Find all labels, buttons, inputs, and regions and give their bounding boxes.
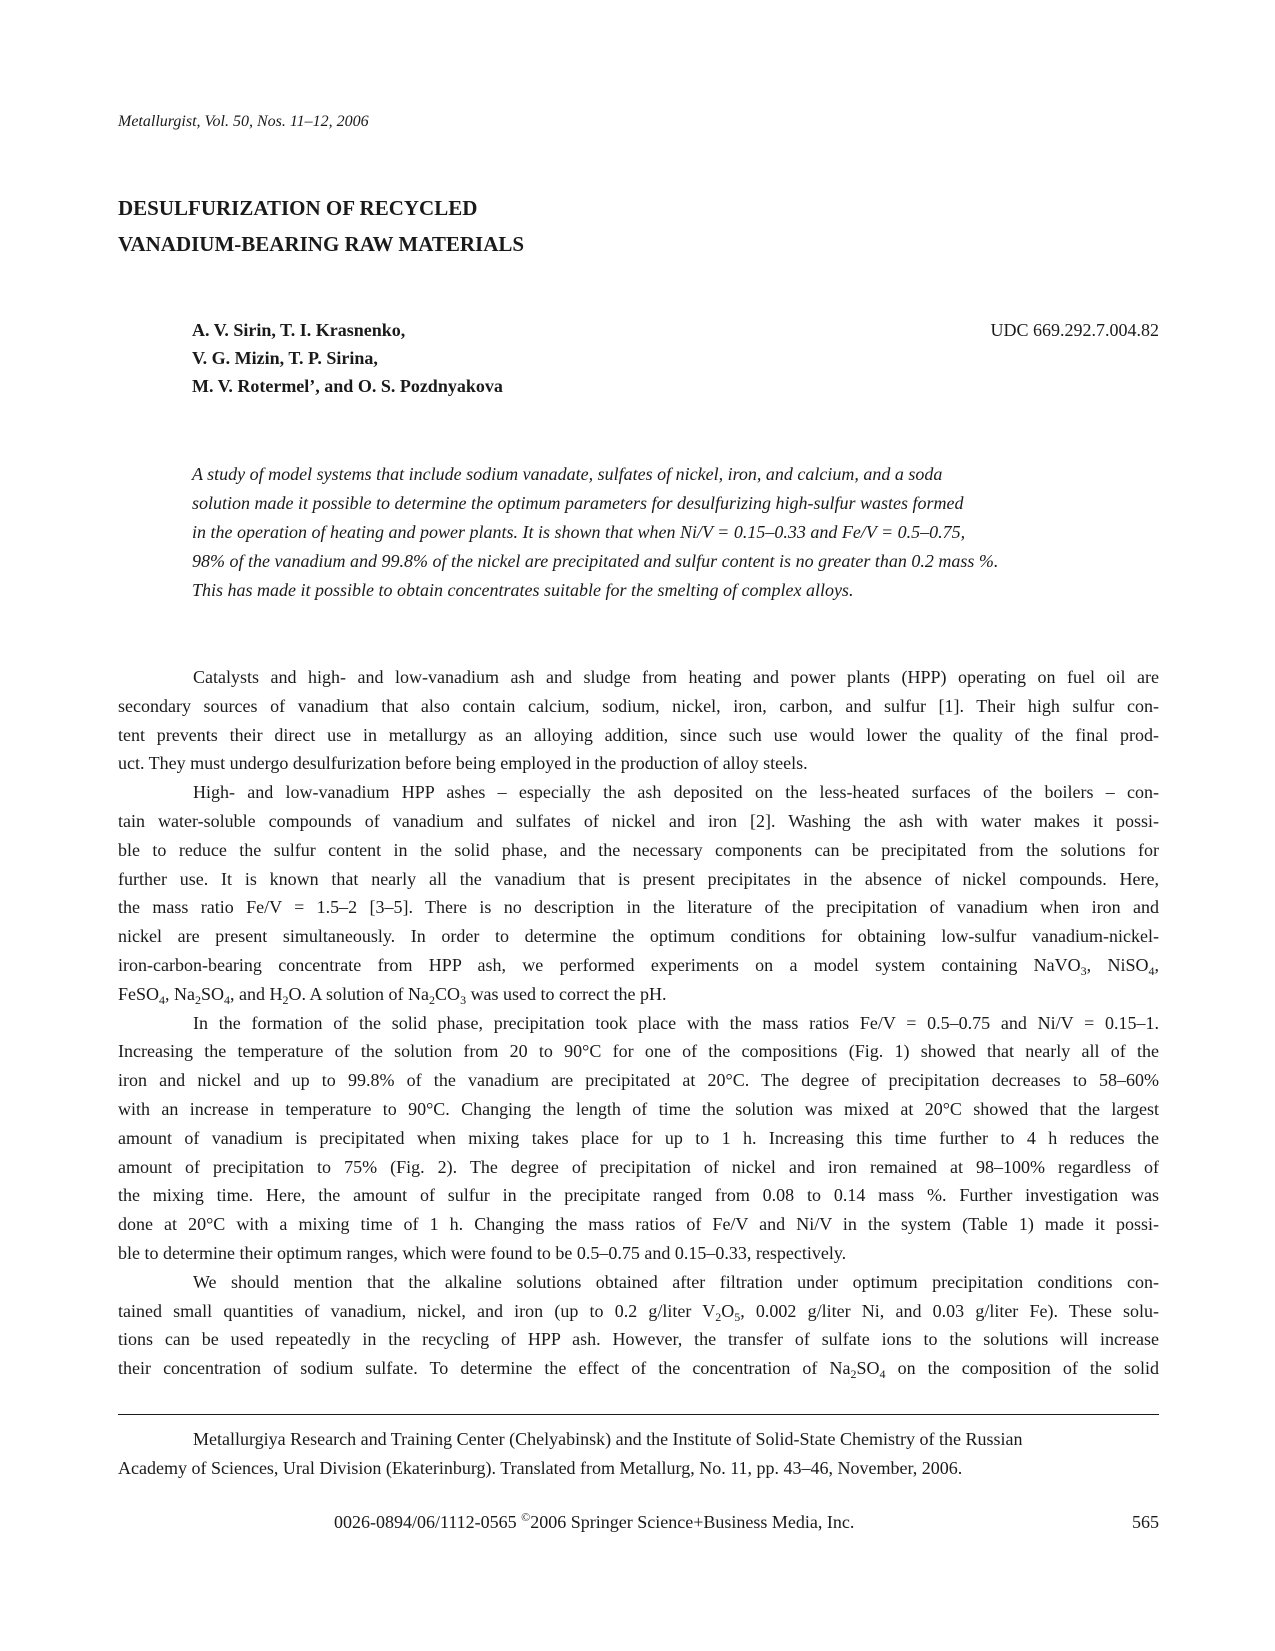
body-line: In the formation of the solid phase, precipitation took place with the mass ratios Fe/V = 0.5–0.75 and Ni/V = 0.15–1. [193,1012,1159,1033]
abstract [192,460,1092,605]
body-line: further use. It is known that nearly all the vanadium that is present precipitates in the absence of nickel compounds. Here, [118,868,1159,889]
body-line: Increasing the temperature of the solution from 20 to 90°C for one of the compositions (Fig. 1) showed that nearly all of the [118,1041,1159,1062]
abstract-line: 98% of the vanadium and 99.8% of the nickel are precipitated and sulfur content is no greater than 0.2 mass %. [192,551,999,571]
author-line: V. G. Mizin, T. P. Sirina, [192,348,378,368]
publisher: 2006 Springer Science+Business Media, Inc. [530,1512,855,1532]
abstract-line: in the operation of heating and power plants. It is shown that when Ni/V = 0.15–0.33 and Fe/V = 0.5–0.75, [192,522,966,542]
footnote-divider [118,1414,1159,1415]
body-line: nickel are present simultaneously. In order to determine the optimum conditions for obtaining low-sulfur vanadium-nickel- [118,926,1159,947]
body-line: amount of vanadium is precipitated when mixing takes place for up to 1 h. Increasing this time further to 4 h reduces the [118,1127,1159,1148]
title-line: VANADIUM-BEARING RAW MATERIALS [118,232,525,256]
body-line: with an increase in temperature to 90°C. Changing the length of time the solution was mixed at 20°C showed that the largest [118,1098,1159,1119]
footnote-line: Metallurgiya Research and Training Center (Chelyabinsk) and the Institute of Solid-State Chemistry of the Russian [193,1429,1023,1449]
article-body [118,663,1159,1383]
body-line: tained small quantities of vanadium, nickel, and iron (up to 0.2 g/liter $V_2O_5$, 0.002 g/liter Ni, and 0.03 g/liter Fe). These solu- [118,1300,1159,1324]
footnote-line: Academy of Sciences, Ural Division (Ekaterinburg). Translated from Metallurg, No. 11, pp. 43–46, November, 2006. [118,1458,963,1478]
issn-code: 0026-0894/06/1112-0565 [334,1512,522,1532]
body-line: their concentration of sodium sulfate. To determine the effect of the concentration of $Na_2SO_4$ on the composition of the solid [118,1358,1160,1382]
body-line: done at 20°C with a mixing time of 1 h. Changing the mass ratios of Fe/V and Ni/V in the system (Table 1) made it possi- [118,1214,1159,1235]
body-line: secondary sources of vanadium that also contain calcium, sodium, nickel, iron, carbon, and sulfur [1]. Their high sulfur con- [118,695,1159,716]
body-line: We should mention that the alkaline solutions obtained after filtration under optimum precipitation conditions con- [193,1271,1159,1292]
body-line: the mixing time. Here, the amount of sulfur in the precipitate ranged from 0.08 to 0.14 mass %. Further investigation was [118,1185,1159,1206]
body-line: uct. They must undergo desulfurization before being employed in the production of alloy steels. [118,753,808,774]
page-number: 565 [1132,1512,1159,1532]
body-line: ble to determine their optimum ranges, which were found to be 0.5–0.75 and 0.15–0.33, respectively. [118,1242,847,1263]
body-line: High- and low-vanadium HPP ashes – especially the ash deposited on the less-heated surfaces of the boilers – con- [193,782,1159,803]
body-line: FeSO$_4$, $Na_2SO_4$, and $H_2O$. A solution of $Na_2CO_3$ was used to correct the pH. [118,983,667,1007]
abstract-line: This has made it possible to obtain concentrates suitable for the smelting of complex alloys. [192,580,854,600]
body-line: tions can be used repeatedly in the recycling of HPP ash. However, the transfer of sulfate ions to the solutions will increase [118,1329,1159,1350]
body-line: Catalysts and high- and low-vanadium ash and sludge from heating and power plants (HPP) operating on fuel oil are [193,667,1159,687]
body-line: amount of precipitation to 75% (Fig. 2). The degree of precipitation of nickel and iron remained at 98–100% regardless of [118,1156,1159,1177]
footnote [118,1425,1159,1483]
body-line: tent prevents their direct use in metallurgy as an alloying addition, since such use would lower the quality of the final prod- [118,724,1159,745]
abstract-line: solution made it possible to determine the optimum parameters for desulfurizing high-sulfur wastes formed [192,493,964,513]
abstract-line: A study of model systems that include sodium vanadate, sulfates of nickel, iron, and calcium, and a soda [192,464,943,484]
body-line: the mass ratio Fe/V = 1.5–2 [3–5]. There is no description in the literature of the precipitation of vanadium when iron and [118,897,1159,918]
copyright-symbol: © [521,1510,531,1524]
body-line: tain water-soluble compounds of vanadium and sulfates of nickel and iron [2]. Washing the ash with water makes it possi- [118,810,1159,831]
body-line: iron-carbon-bearing concentrate from HPP ash, we performed experiments on a model system containing NaVO$_3$, NiSO$_4$, [118,954,1159,978]
copyright-line [334,1512,854,1533]
journal-citation: Metallurgist, Vol. 50, Nos. 11–12, 2006 [118,113,369,130]
author-line: A. V. Sirin, T. I. Krasnenko, [192,320,406,340]
author-list [192,316,503,400]
author-line: M. V. Rotermel’, and O. S. Pozdnyakova [192,376,503,396]
udc-code: UDC 669.292.7.004.82 [990,320,1159,340]
title-line: DESULFURIZATION OF RECYCLED [118,196,478,220]
body-line: ble to reduce the sulfur content in the solid phase, and the necessary components can be precipitated from the solutions for [118,839,1159,860]
article-title [118,190,524,262]
body-line: iron and nickel and up to 99.8% of the vanadium are precipitated at 20°C. The degree of precipitation decreases to 58–60% [118,1070,1159,1091]
